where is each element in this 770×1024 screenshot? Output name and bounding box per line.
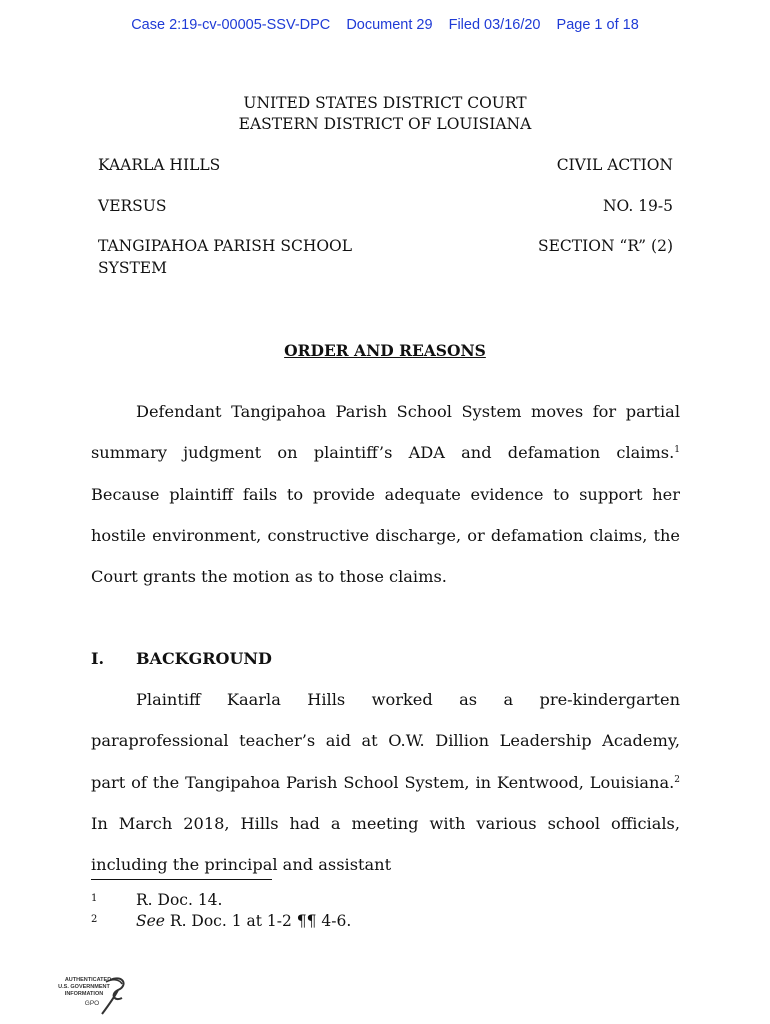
document-number: Document 29: [346, 17, 433, 33]
section-label: SECTION “R” (2): [537, 237, 673, 255]
background-text-a: Plaintiff Kaarla Hills worked as a pre-kindergarten paraprofessional teacher’s aid at O.W. Dillion Leadership Academy, part of the Tangipahoa Parish School System, in Kentwood, Louisiana.: [91, 690, 680, 792]
document-title: ORDER AND REASONS: [284, 341, 486, 360]
logo-line-4: GPO: [84, 1000, 100, 1007]
page-indicator: Page 1 of 18: [556, 17, 639, 33]
plaintiff-name: KAARLA HILLS: [98, 156, 221, 174]
background-paragraph: [91, 679, 691, 885]
intro-text-b: Because plaintiff fails to provide adequate evidence to support her hostile environment, constructive discharge, or defamation claims, the Court grants the motion as to those claims.: [91, 443, 691, 587]
civil-action-label: CIVIL ACTION: [556, 156, 673, 174]
footnote-1-text: R. Doc. 14.: [136, 891, 223, 909]
filed-date: Filed 03/16/20: [448, 17, 541, 33]
footnote-2-number: 2: [91, 914, 98, 925]
defendant-name-line2: SYSTEM: [98, 259, 167, 277]
logo-line-1: AUTHENTICATED: [64, 977, 112, 983]
footnote-2-signal: See: [136, 912, 165, 930]
footnote-separator: [91, 879, 272, 880]
case-docket-number: NO. 19-5: [602, 197, 673, 215]
footnote-ref-1: 1: [674, 445, 680, 456]
court-name-line2: EASTERN DISTRICT OF LOUISIANA: [238, 115, 532, 133]
court-name-line1: UNITED STATES DISTRICT COURT: [243, 94, 527, 112]
section-title: BACKGROUND: [136, 649, 272, 668]
intro-paragraph: [91, 391, 691, 597]
case-header-stamp: [0, 17, 770, 33]
gpo-authentication-logo: [44, 972, 130, 1018]
logo-line-3: INFORMATION: [64, 991, 104, 997]
defendant-name-line1: TANGIPAHOA PARISH SCHOOL: [98, 237, 353, 255]
footnote-2-text: See R. Doc. 1 at 1-2 ¶¶ 4-6.: [136, 912, 352, 930]
section-number: I.: [91, 649, 105, 668]
logo-line-2: U.S. GOVERNMENT: [58, 984, 110, 990]
footnote-1-number: 1: [91, 893, 98, 904]
background-text-b: In March 2018, Hills had a meeting with various school officials, including the principal and assistant: [91, 772, 691, 875]
intro-text-a: Defendant Tangipahoa Parish School System moves for partial summary judgment on plaintiff’s ADA and defamation claims.: [91, 402, 680, 463]
case-number: Case 2:19-cv-00005-SSV-DPC: [131, 17, 331, 33]
versus-label: VERSUS: [98, 197, 167, 215]
footnote-ref-2: 2: [674, 774, 680, 785]
